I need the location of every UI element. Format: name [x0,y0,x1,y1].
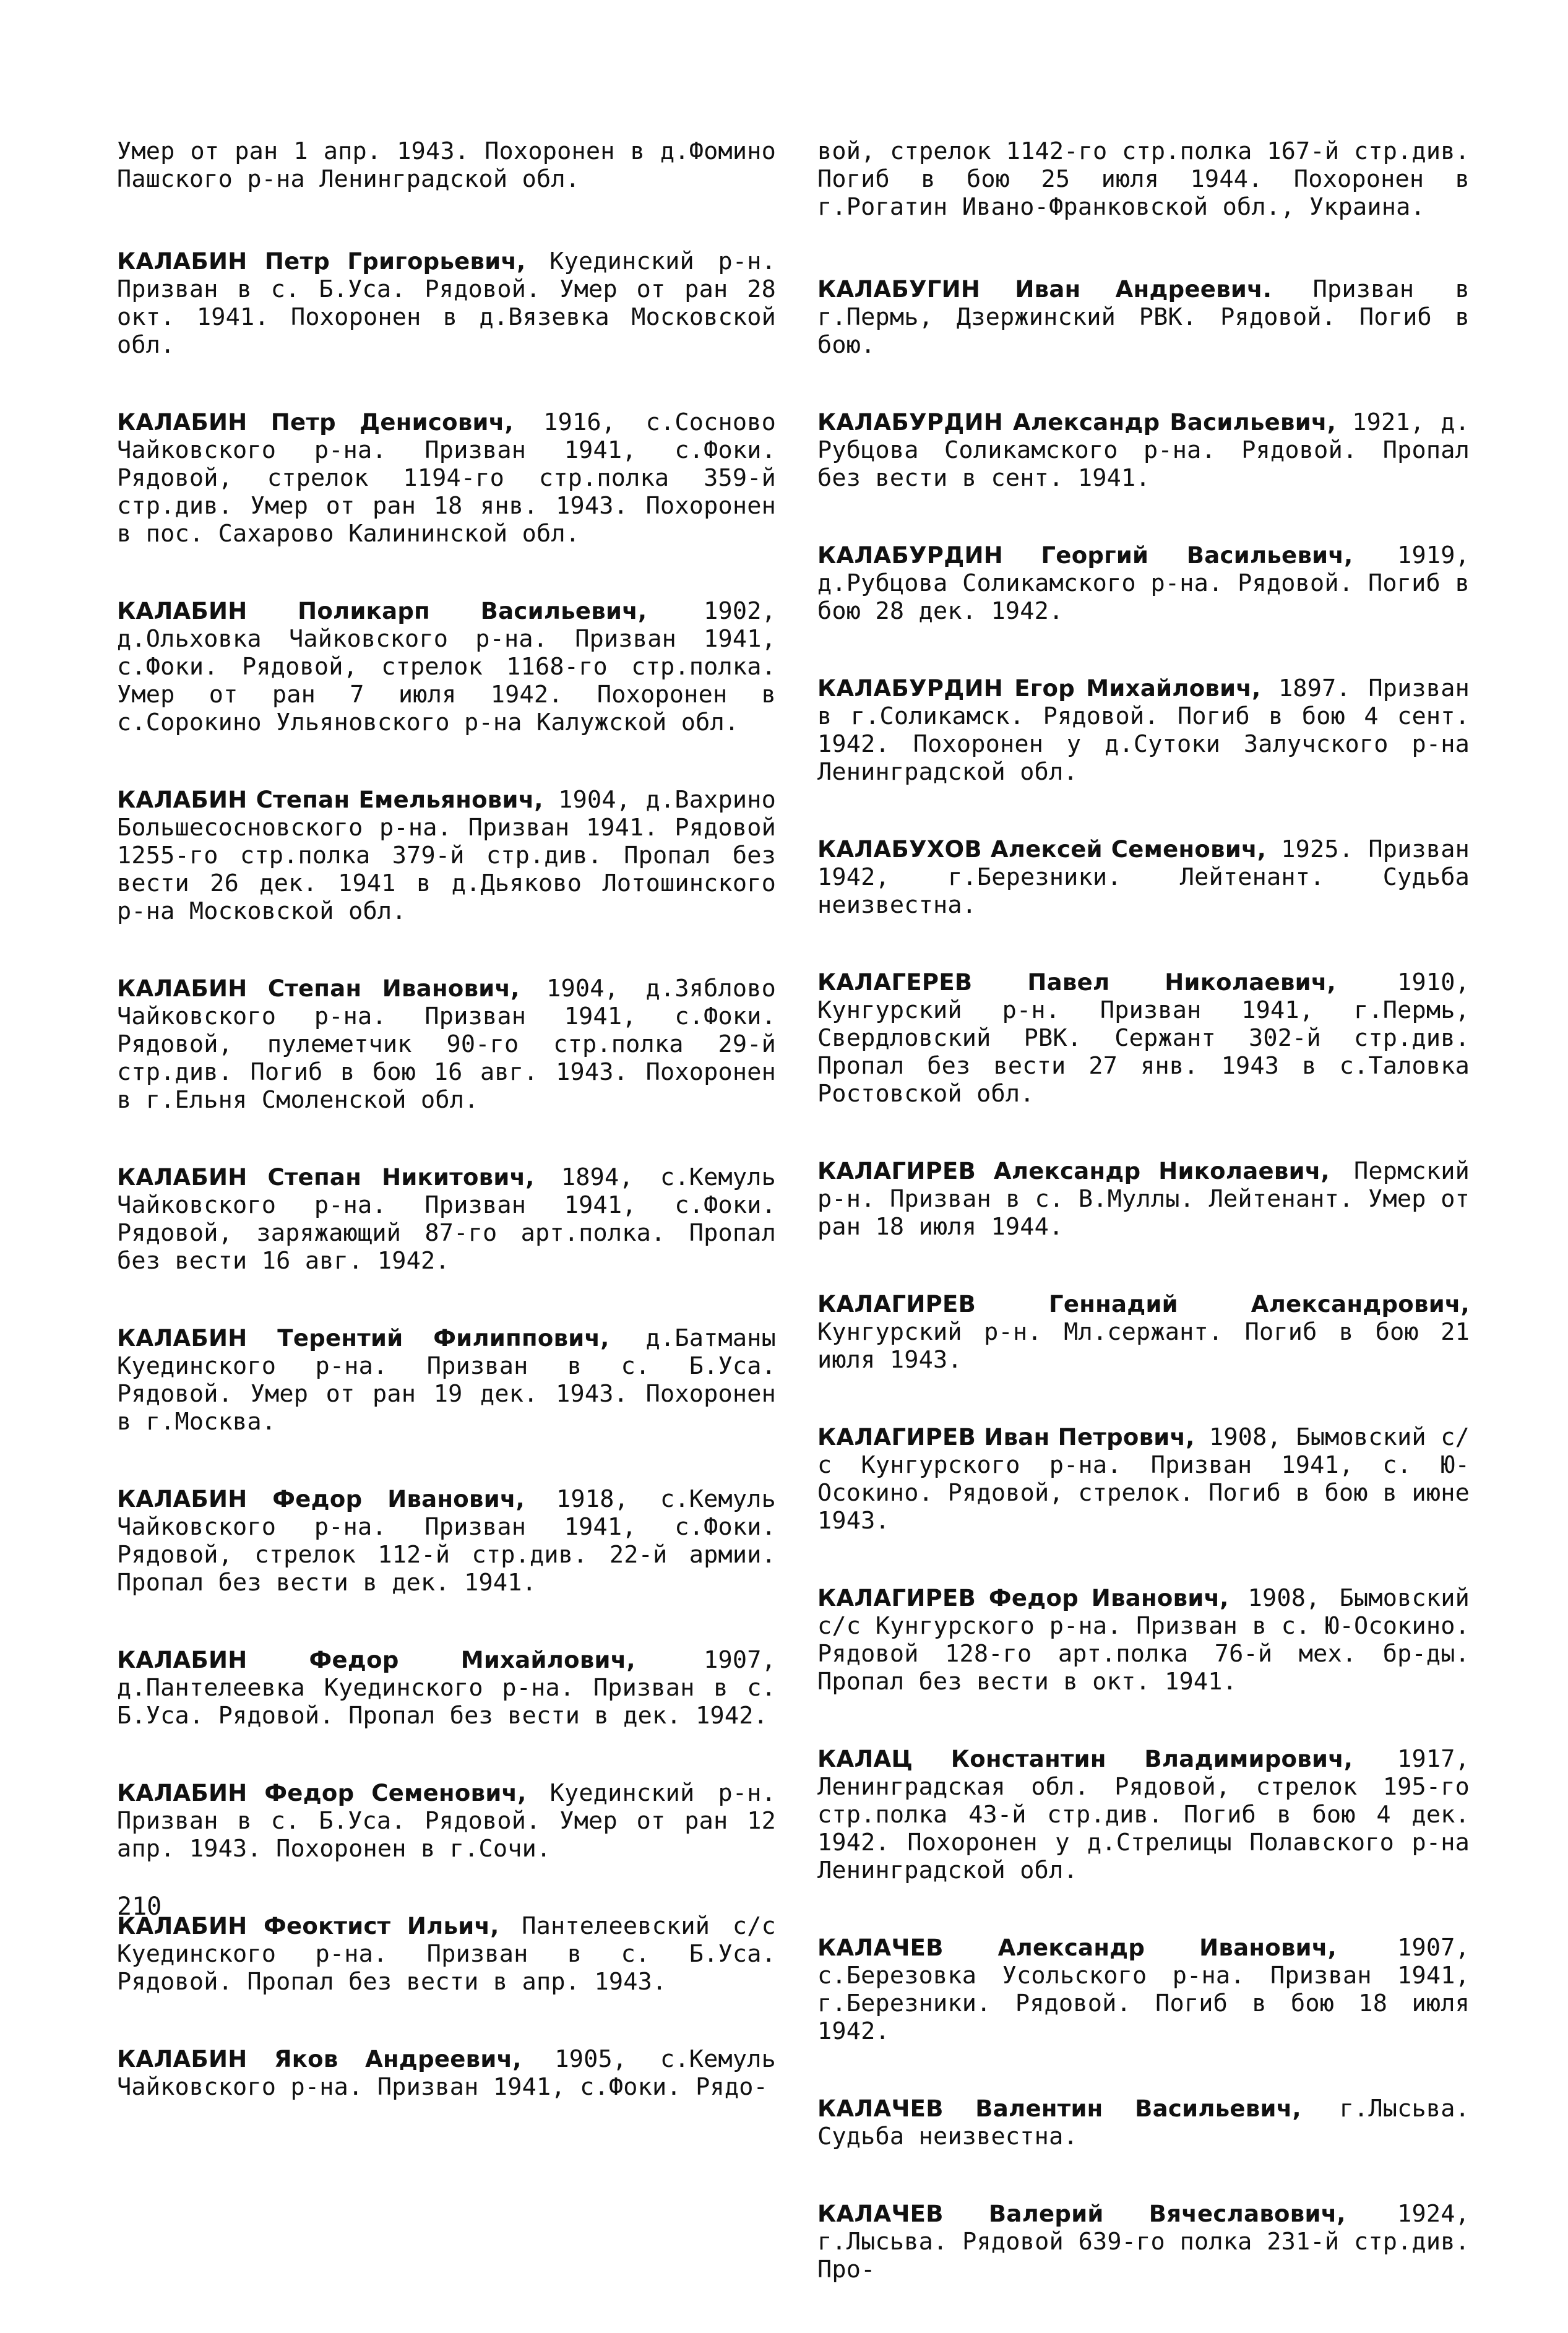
biography-entry [117,975,776,1114]
biography-entry [117,1163,776,1275]
entry-text: Куединский р-н. Призван в с. Б.Уса. Рядовой. Умер от ран 28 окт. 1941. Похоронен в д.Вязевка Московской обл. [117,248,776,359]
person-name: КАЛАБУРДИН Егор Михайлович, [817,675,1261,702]
entry-text: 1904, д.Вахрино Большесосновского р-на. Призван 1941. Рядовой 1255-го стр.полка 379-й стр.див. Пропал без вести 26 дек. 1941 в д.Дьяково Лотошинского р-на Московской обл. [117,786,776,925]
person-name: КАЛАБУГИН Иван Андреевич. [817,276,1272,303]
person-name: КАЛАГИРЕВ Александр Николаевич, [817,1158,1330,1184]
entry-text: 1894, с.Кемуль Чайковского р-на. Призван 1941, с.Фоки. Рядовой, заряжающий 87-го арт.полка. Пропал без вести 16 авг. 1942. [117,1163,776,1275]
biography-entry [817,1584,1470,1696]
entry-text: 1918, с.Кемуль Чайковского р-на. Призван 1941, с.Фоки. Рядовой, стрелок 112-й стр.див. 22-й армии. Пропал без вести в дек. 1941. [117,1485,776,1597]
person-name: КАЛАБИН Петр Денисович, [117,409,514,436]
person-name: КАЛАБИН Степан Емельянович, [117,787,543,813]
person-name: КАЛАЧЕВ Александр Иванович, [817,1934,1337,1961]
entry-text: Умер от ран 1 апр. 1943. Похоронен в д.Фомино Пашского р-на Ленинградской обл. [117,137,776,193]
person-name: КАЛАБИН Федор Семенович, [117,1780,527,1806]
biography-entry [117,1912,776,1996]
biography-entry [117,248,776,359]
person-name: КАЛАГЕРЕВ Павел Николаевич, [817,969,1336,996]
person-name: КАЛАБИН Феоктист Ильич, [117,1913,499,1939]
entry-text: 1917, Ленинградская обл. Рядовой, стрелок 195-го стр.полка 43-й стр.див. Погиб в бою 4 дек. 1942. Похоронен у д.Стрелицы Полавского р-на Ленинградской обл. [817,1745,1470,1884]
biography-entry [117,597,776,736]
entry-text: вой, стрелок 1142-го стр.полка 167-й стр.див. Погиб в бою 25 июля 1944. Похоронен в г.Рогатин Ивано-Франковской обл., Украина. [817,137,1470,221]
entry-text: 1907, с.Березовка Усольского р-на. Призван 1941, г.Березники. Рядовой. Погиб в бою 18 июля 1942. [817,1934,1470,2045]
entry-text: 1908, Бымовский с/с Кунгурского р-на. Призван 1941, с. Ю-Осокино. Рядовой, стрелок. Погиб в бою в июне 1943. [817,1423,1470,1535]
person-name: КАЛАБИН Степан Иванович, [117,975,520,1002]
person-name: КАЛАБИН Федор Михайлович, [117,1647,635,1673]
biography-entry [817,1423,1470,1535]
entry-text: д.Батманы Куединского р-на. Призван в с. Б.Уса. Рядовой. Умер от ран 19 дек. 1943. Похоронен в г.Москва. [117,1324,776,1436]
person-name: КАЛАЦ Константин Владимирович, [817,1746,1353,1772]
entry-text: 1905, с.Кемуль Чайковского р-на. Призван 1941, с.Фоки. Рядо- [117,2045,776,2101]
biography-entry [817,408,1470,492]
entry-text: Пермский р-н. Призван в с. В.Муллы. Лейтенант. Умер от ран 18 июля 1944. [817,1157,1470,1241]
biography-entry [817,1934,1470,2045]
person-name: КАЛАЧЕВ Валентин Васильевич, [817,2095,1301,2122]
right-column [817,137,1470,2333]
entry-text: 1916, с.Сосново Чайковского р-на. Призван 1941, с.Фоки. Рядовой, стрелок 1194-го стр.полка 359-й стр.див. Умер от ран 18 янв. 1943. Похоронен в пос. Сахарово Калининской обл. [117,408,776,548]
entry-text: Пантелеевский с/с Куединского р-на. Призван в с. Б.Уса. Рядовой. Пропал без вести в апр. 1943. [117,1912,776,1996]
entry-text: 1897. Призван в г.Соликамск. Рядовой. Погиб в бою 4 сент. 1942. Похоронен у д.Сутоки Залучского р-на Ленинградской обл. [817,675,1470,786]
biography-entry [117,1324,776,1436]
biography-entry [817,541,1470,625]
entry-text: 1924, г.Лысьва. Рядовой 639-го полка 231-й стр.див. Про- [817,2200,1470,2283]
biography-entry [117,2045,776,2101]
entry-text: Кунгурский р-н. Мл.сержант. Погиб в бою 21 июля 1943. [817,1318,1470,1374]
left-column [117,137,776,2150]
person-name: КАЛАБИН Федор Иванович, [117,1486,525,1512]
person-name: КАЛАБИН Поликарп Васильевич, [117,598,647,624]
biography-entry [817,2200,1470,2283]
entry-text: 1925. Призван 1942, г.Березники. Лейтенант. Судьба неизвестна. [817,835,1470,919]
biography-entry [817,675,1470,786]
entry-continuation [117,137,776,193]
person-name: КАЛАБУРДИН Александр Васильевич, [817,409,1337,436]
page-number: 210 [117,1892,162,1921]
entry-text: 1921, д. Рубцова Соликамского р-на. Рядовой. Пропал без вести в сент. 1941. [817,408,1470,492]
entry-text: 1908, Бымовский с/с Кунгурского р-на. Призван в с. Ю-Осокино. Рядовой 128-го арт.полка 76-й мех. бр-ды. Пропал без вести в окт. 1941. [817,1584,1470,1696]
entry-continuation [817,137,1470,221]
biography-entry [817,968,1470,1108]
entry-text: Призван в г.Пермь, Дзержинский РВК. Рядовой. Погиб в бою. [817,275,1470,359]
biography-entry [117,1779,776,1863]
biography-entry [817,1157,1470,1241]
entry-text: Куединский р-н. Призван в с. Б.Уса. Рядовой. Умер от ран 12 апр. 1943. Похоронен в г.Сочи. [117,1779,776,1863]
person-name: КАЛАГИРЕВ Иван Петрович, [817,1424,1195,1451]
person-name: КАЛАГИРЕВ Федор Иванович, [817,1585,1229,1611]
person-name: КАЛАБИН Петр Григорьевич, [117,248,526,275]
biography-entry [117,1485,776,1597]
biography-entry [117,1646,776,1730]
biography-entry [117,408,776,548]
entry-text: 1919, д.Рубцова Соликамского р-на. Рядовой. Погиб в бою 28 дек. 1942. [817,541,1470,625]
person-name: КАЛАЧЕВ Валерий Вячеславович, [817,2201,1346,2227]
biography-entry [817,1745,1470,1884]
biography-entry [817,2095,1470,2150]
entry-text: 1904, д.Зяблово Чайковского р-на. Призван 1941, с.Фоки. Рядовой, пулеметчик 90-го стр.полка 29-й стр.див. Погиб в бою 16 авг. 1943. Похоронен в г.Ельня Смоленской обл. [117,975,776,1114]
person-name: КАЛАБИН Степан Никитович, [117,1164,535,1191]
person-name: КАЛАБИН Терентий Филиппович, [117,1325,610,1352]
entry-text: 1902, д.Ольховка Чайковского р-на. Призван 1941, с.Фоки. Рядовой, стрелок 1168-го стр.полка. Умер от ран 7 июля 1942. Похоронен в с.Сорокино Ульяновского р-на Калужской обл. [117,597,776,736]
biography-entry [117,786,776,925]
entry-text: 1907, д.Пантелеевка Куединского р-на. Призван в с. Б.Уса. Рядовой. Пропал без вести в дек. 1942. [117,1646,776,1730]
person-name: КАЛАБИН Яков Андреевич, [117,2046,522,2072]
person-name: КАЛАГИРЕВ Геннадий Александрович, [817,1291,1470,1317]
person-name: КАЛАБУХОВ Алексей Семенович, [817,836,1267,863]
entry-text: г.Лысьва. Судьба неизвестна. [817,2095,1470,2150]
biography-entry [817,1290,1470,1374]
biography-entry [817,275,1470,359]
person-name: КАЛАБУРДИН Георгий Васильевич, [817,542,1353,569]
biography-entry [817,835,1470,919]
entry-text: 1910, Кунгурский р-н. Призван 1941, г.Пермь, Свердловский РВК. Сержант 302-й стр.див. Пропал без вести 27 янв. 1943 в с.Таловка Ростовской обл. [817,968,1470,1108]
